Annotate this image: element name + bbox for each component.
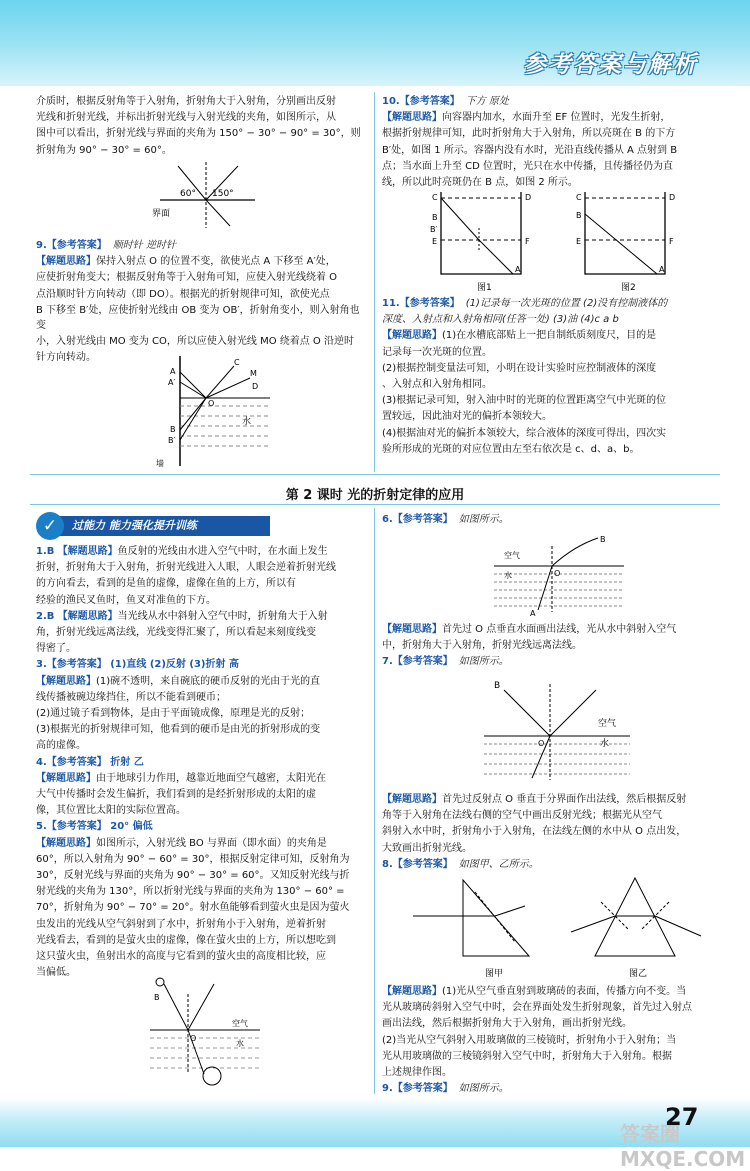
- answer-tag: 【参考答案】: [46, 240, 107, 251]
- label-B: B: [154, 993, 160, 1002]
- label-A-prime: A′: [168, 378, 176, 387]
- answer-text: 【参考答案】 折射 乙: [46, 756, 144, 768]
- answer-tag: 【参考答案】: [392, 656, 453, 668]
- text-line: (2)通过镜子看到物体，是由于平面镜成像，原理是光的反射；: [36, 708, 311, 720]
- answer-text: 如图所示。: [458, 1083, 509, 1095]
- column-divider-bottom: [374, 508, 375, 1094]
- figure-q8: [405, 872, 715, 982]
- label-B: B: [494, 681, 501, 691]
- text-line: 线，所以此时亮斑仍在 B 点，如图 2 所示。: [382, 177, 578, 189]
- angle-label-150: 150°: [212, 189, 234, 199]
- question-number: 6.: [382, 514, 393, 525]
- answer-choice: B: [46, 610, 55, 622]
- text-line: 像，其位置比太阳的实际位置高。: [36, 805, 186, 817]
- text-line: 图中可以看出，折射光线与界面的夹角为 150° − 30° − 90° = 30°，则: [36, 128, 361, 140]
- text-line: (4)根据油对光的偏折本领较大，综合液体的深度可得出，四次实: [382, 427, 667, 439]
- label-air: 空气: [232, 1019, 248, 1028]
- text-line: (2)当光从空气斜射入用玻璃做的三棱镜时，折射角小于入射角；当: [382, 1034, 677, 1046]
- text-line: 光线和折射光线，并标出折射光线与入射光线的夹角，如图所示，从: [36, 112, 336, 124]
- label-water: 水: [236, 1039, 244, 1048]
- text-line: 线传播被碗边缘挡住，所以不能看到硬币；: [36, 691, 226, 703]
- text-line: 大气中传播时会发生偏折，我们看到的是经折射形成的太阳的虚: [36, 789, 316, 801]
- text-line: 根据折射规律可知，此时折射角大于入射角，所以亮斑在 B 的下方: [382, 128, 676, 140]
- left-top-column: [36, 94, 366, 159]
- answer-tag: 【参考答案】: [392, 1083, 453, 1095]
- answer-tag: 【参考答案】: [399, 298, 460, 309]
- label-D: D: [252, 382, 259, 391]
- question-number: 8.: [382, 858, 393, 870]
- solution-tag: 【解题思路】: [382, 330, 442, 342]
- label-D: D: [525, 193, 532, 202]
- text-line: 角，折射光线远离法线，光线变得汇聚了，所以看起来刻度线变: [36, 627, 316, 639]
- label-A: A: [530, 609, 536, 618]
- text-line: 点沿顺时针方向转动（即 DO）。根据光的折射规律可知，欲使光点: [36, 288, 330, 300]
- q6: [382, 512, 716, 528]
- text-line: (3)根据记录可知，射入油中时的光斑的位置距离空气中光斑的位: [382, 395, 667, 407]
- text-line: 小，入射光线由 MO 变为 CO，所以应使入射光线 MO 绕着点 O 沿逆时: [36, 336, 354, 348]
- question-number: 10.: [382, 96, 400, 107]
- answer-text: 【参考答案】 20° 偏低: [46, 821, 153, 833]
- question-number: 9.: [36, 240, 47, 251]
- check-icon: ✓: [36, 512, 64, 540]
- fig2-caption: 图2: [621, 283, 636, 293]
- text-line: 保持入射点 O 的位置不变，欲使光点 A 下移至 A′处，: [96, 256, 336, 268]
- label-E: E: [432, 237, 438, 246]
- text-line: B 下移至 B′处，应使折射光线由 OB 变为 OB′，折射角变小，则入射角也变: [36, 304, 360, 332]
- figure-q9-wall: [150, 354, 280, 474]
- angle-label-60: 60°: [180, 189, 196, 199]
- solution-tag: 【解题思路】: [57, 610, 118, 622]
- answer-text: (1)记录每一次光斑的位置 (2)没有控制液体的: [465, 298, 668, 309]
- answer-tag: 【参考答案】: [399, 96, 460, 107]
- section-title: 第 2 课时 光的折射定律的应用: [285, 488, 465, 503]
- text-line: (3)根据光的折射规律可知，他看到的硬币是由光的折射形成的变: [36, 724, 321, 736]
- text-line: 高的虚像。: [36, 740, 86, 752]
- label-A: A: [515, 265, 521, 274]
- text-line: 画出法线，然后根据折射角大于入射角，画出折射光线。: [382, 1018, 632, 1030]
- text-line: 30°，反射光线与界面的夹角为 90° − 30° = 60°。又知反射光线与折: [36, 870, 350, 882]
- label-B-prime: B′: [430, 225, 438, 234]
- question-number: 5.: [36, 821, 47, 833]
- figure-q7: [480, 674, 640, 784]
- solution-tag: 【解题思路】: [382, 624, 442, 635]
- question-number: 7.: [382, 656, 393, 668]
- text-line: B′处，如图 1 所示。容器内没有水时，光沿直线传播从 A 点射到 B: [382, 144, 678, 156]
- page-number: 27: [665, 1103, 699, 1131]
- question-number: 1.: [36, 546, 47, 557]
- q6-solution: [382, 622, 716, 671]
- label-O: O: [208, 399, 215, 408]
- solution-tag: 【解题思路】: [36, 837, 96, 849]
- q9-left: [36, 238, 366, 367]
- q8-solution: [382, 984, 716, 1097]
- answer-choice: B: [46, 546, 55, 557]
- label-B: B: [576, 211, 582, 220]
- label-O: O: [190, 1034, 197, 1043]
- answer-text: 【参考答案】 (1)直线 (2)反射 (3)折射 高: [46, 659, 239, 671]
- ability-badge: [36, 512, 256, 538]
- fig1-caption: 图1: [477, 283, 492, 293]
- text-line: (1)光从空气垂直射到玻璃砖的表面，传播方向不变。当: [442, 986, 687, 997]
- answer-text: 下方 原处: [465, 96, 509, 107]
- label-air: 空气: [598, 719, 617, 729]
- text-line: 当偏低。: [36, 967, 76, 979]
- text-line: (1)在水槽底部贴上一把自制纸质刻度尺，目的是: [442, 330, 657, 342]
- text-line: 角等于入射角在法线右侧的空气中画出反射光线；根据光从空气: [382, 810, 662, 822]
- q11: [382, 296, 716, 458]
- answer-text: 如图所示。: [458, 656, 509, 668]
- watermark: 答案圈 MXQE.COM: [620, 1122, 746, 1171]
- figure-q10: [425, 188, 695, 294]
- question-number: 4.: [36, 756, 47, 768]
- solution-tag: 【解题思路】: [57, 546, 118, 557]
- text-line: 70°，折射角为 90° − 70° = 20°。射水鱼能够看到萤火虫是因为萤火: [36, 902, 350, 914]
- text-line: 大致画出折射光线。: [382, 842, 472, 854]
- label-C: C: [576, 193, 582, 202]
- text-line: 置较远，因此油对光的偏折本领较大。: [382, 411, 552, 423]
- label-O: O: [554, 569, 561, 578]
- solution-tag: 【解题思路】: [36, 772, 96, 784]
- text-line: 虫发出的光线从空气斜射到了水中，折射角小于入射角，逆着折射: [36, 918, 326, 930]
- label-A: A: [170, 367, 176, 376]
- fig-a-caption: 图甲: [485, 969, 504, 979]
- text-line: 经验的渔民叉鱼时，鱼叉对准鱼的下方。: [36, 594, 216, 606]
- question-number: 3.: [36, 659, 47, 671]
- solution-tag: 【解题思路】: [382, 112, 442, 124]
- solution-tag: 【解题思路】: [382, 794, 442, 805]
- text-line: 首先过反射点 O 垂直于分界面作出法线，然后根据反射: [442, 794, 687, 805]
- left-bottom-column: [36, 544, 366, 981]
- section-separator: [30, 504, 720, 505]
- solution-tag: 【解题思路】: [382, 986, 442, 997]
- label-F: F: [669, 237, 674, 246]
- text-line: 验所形成的光斑的对应位置由左至右依次是 c、d、a、b。: [382, 443, 640, 455]
- header-title: 参考答案与解析: [523, 52, 698, 78]
- label-B: B: [600, 535, 606, 544]
- column-divider-top: [374, 92, 375, 472]
- text-line: 光从玻璃砖斜射入空气中时，会在界面处发生折射现象，首先过入射点: [382, 1002, 692, 1014]
- surface-label: 界面: [152, 209, 171, 219]
- text-line: 射光线的夹角为 130°，所以折射光线与界面的夹角为 130° − 60° =: [36, 886, 345, 898]
- text-line: 折射，折射角大于入射角，折射光线进入人眼，人眼会逆着折射光线: [36, 562, 336, 574]
- text-line: 针方向转动。: [36, 352, 96, 364]
- label-A: A: [659, 265, 665, 274]
- text-line: 折射角为 90° − 30° = 60°。: [36, 144, 172, 156]
- text-line: 点；当水面上升至 CD 位置时，光只在水中传播，且传播径仍为直: [382, 160, 674, 172]
- text-line: 记录每一次光斑的位置。: [382, 346, 492, 358]
- label-B: B: [432, 213, 438, 222]
- question-number: 2.: [36, 610, 47, 622]
- figure-q6: [490, 532, 630, 618]
- q7-solution: [382, 792, 716, 873]
- text-line: 应使折射角变大；根据反射角等于入射角可知，应使入射光线绕着 O: [36, 272, 338, 284]
- text-line: 向容器内加水，水面升至 EF 位置时，光发生折射，: [442, 112, 671, 124]
- text-line: 首先过 O 点垂直水面画出法线，光从水中斜射入空气: [442, 624, 677, 635]
- text-line: 介质时，根据反射角等于入射角，折射角大于入射角，分别画出反射: [36, 96, 336, 107]
- text-line: 、入射点和入射角相同。: [382, 379, 492, 391]
- fig-b-caption: 图乙: [629, 969, 648, 979]
- label-water: 水: [504, 571, 512, 580]
- label-B-prime: B′: [168, 436, 176, 445]
- label-M: M: [250, 369, 257, 378]
- q10: [382, 94, 716, 191]
- label-wall: 墙: [156, 459, 164, 468]
- label-B: B: [170, 425, 176, 434]
- answer-text: 如图甲、乙所示。: [458, 858, 539, 870]
- text-line: 这只萤火虫，鱼射出水的高度与它看到的萤火虫的高度相比较，应: [36, 951, 326, 963]
- text-line: 得密了。: [36, 643, 76, 655]
- label-E: E: [576, 237, 582, 246]
- text-line: 的方向看去，看到的是鱼的虚像，虚像在鱼的上方，所以有: [36, 578, 296, 590]
- figure-q5-archerfish: [140, 974, 270, 1090]
- section-separator: [30, 474, 720, 475]
- label-water: 水: [242, 417, 252, 427]
- text-line: 鱼反射的光线由水进入空气中时，在水面上发生: [117, 546, 328, 557]
- text-line: 斜射入水中时，折射角小于入射角，在法线左侧的水中从 O 点出发，: [382, 826, 687, 838]
- solution-tag: 【解题思路】: [36, 675, 96, 687]
- answer-tag: 【参考答案】: [392, 858, 453, 870]
- figure-reflection-refraction: [150, 158, 270, 238]
- answer-text: 顺时针 逆时针: [112, 240, 176, 251]
- label-C: C: [234, 358, 240, 367]
- badge-label: 过能力 能力强化提升训练: [58, 516, 270, 536]
- text-line: (2)根据控制变量法可知，小明在设计实验时应控制液体的深度: [382, 362, 657, 374]
- text-line: (1)碗不透明，来自碗底的硬币反射的光由于光的直: [96, 675, 321, 687]
- text-line: 上述规律作图。: [382, 1067, 452, 1079]
- text-line: 如图所示，入射光线 BO 与界面（即水面）的夹角是: [96, 837, 327, 849]
- label-water: 水: [600, 739, 610, 749]
- label-O: O: [538, 739, 545, 748]
- text-line: 光线看去，看到的是萤火虫的虚像，像在萤火虫的上方，所以想吃到: [36, 934, 336, 946]
- label-D: D: [669, 193, 676, 202]
- answer-tag: 【参考答案】: [392, 514, 453, 525]
- label-air: 空气: [504, 551, 520, 560]
- answer-text: 深度、入射点和入射角相同(任答一处) (3)油 (4)c a b: [382, 314, 619, 326]
- question-number: 9.: [382, 1083, 393, 1095]
- label-F: F: [525, 237, 530, 246]
- text-line: 60°，所以入射角为 90° − 60° = 30°，根据反射定律可知，反射角为: [36, 853, 350, 865]
- solution-tag: 【解题思路】: [36, 256, 96, 268]
- text-line: 中，折射角大于入射角，折射光线远离法线。: [382, 640, 582, 652]
- label-C: C: [432, 193, 438, 202]
- answer-text: 如图所示。: [458, 514, 509, 525]
- text-line: 当光线从水中斜射入空气中时，折射角大于入射: [117, 610, 328, 622]
- text-line: 由于地球引力作用，越靠近地面空气越密，太阳光在: [96, 772, 326, 784]
- text-line: 光从用玻璃做的三棱镜斜射入空气中时，折射角大于入射角。根据: [382, 1050, 672, 1062]
- question-number: 11.: [382, 298, 400, 309]
